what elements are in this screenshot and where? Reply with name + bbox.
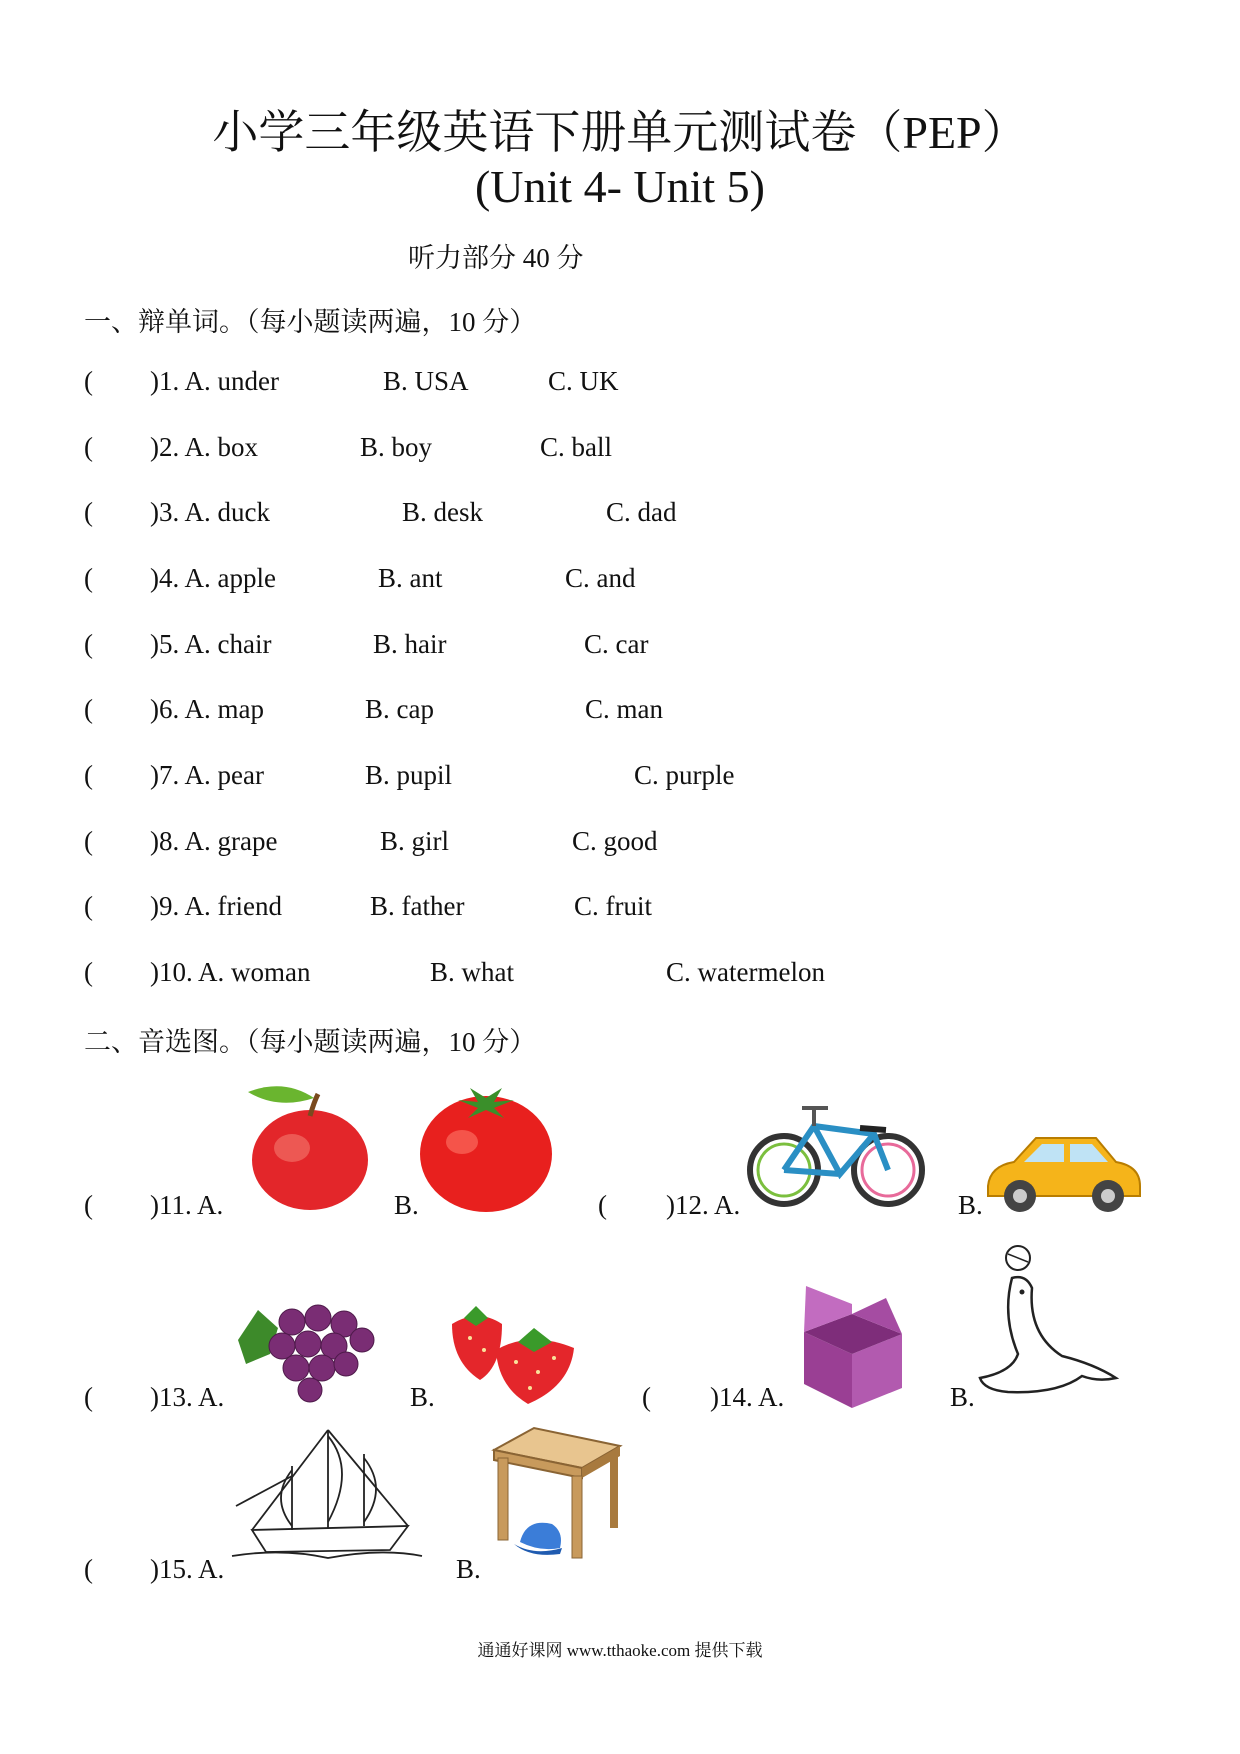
q1-option-b: B. USA bbox=[383, 366, 469, 396]
answer-paren[interactable]: ( bbox=[84, 694, 93, 724]
q7-option-c: C. purple bbox=[634, 760, 735, 790]
q8-option-a: )8. A. grape bbox=[150, 826, 278, 856]
q2-option-b: B. boy bbox=[360, 432, 433, 462]
seal-image[interactable] bbox=[978, 1244, 1124, 1404]
q3-option-c: C. dad bbox=[606, 497, 677, 527]
q9-option-a: )9. A. friend bbox=[150, 891, 282, 921]
q2-option-c: C. ball bbox=[540, 432, 612, 462]
q5-option-b: B. hair bbox=[373, 629, 447, 659]
answer-paren[interactable]: ( bbox=[84, 1382, 93, 1412]
q2-option-a: )2. A. box bbox=[150, 432, 258, 462]
listening-label: 听力部分 40 分 bbox=[408, 243, 584, 273]
q6-option-c: C. man bbox=[585, 694, 663, 724]
answer-paren[interactable]: ( bbox=[642, 1382, 651, 1412]
q13-option-b-label: B. bbox=[410, 1382, 435, 1412]
grapes-image[interactable] bbox=[234, 1300, 378, 1404]
q8-option-c: C. good bbox=[572, 826, 658, 856]
section1-heading: 一、辩单词。（每小题读两遍，10 分） bbox=[84, 307, 537, 337]
desk-with-cap-image[interactable] bbox=[490, 1424, 624, 1560]
section2-heading: 二、音选图。（每小题读两遍，10 分） bbox=[84, 1027, 537, 1057]
answer-paren[interactable]: ( bbox=[84, 366, 93, 396]
answer-paren[interactable]: ( bbox=[84, 432, 93, 462]
q10-option-a: )10. A. woman bbox=[150, 957, 311, 987]
tomato-image[interactable] bbox=[418, 1082, 554, 1214]
q6-option-a: )6. A. map bbox=[150, 694, 264, 724]
sailing-ship-image[interactable] bbox=[232, 1426, 424, 1560]
answer-paren[interactable]: ( bbox=[84, 629, 93, 659]
q11-option-b-label: B. bbox=[394, 1190, 419, 1220]
q4-option-c: C. and bbox=[565, 563, 636, 593]
q13-option-a-label: )13. A. bbox=[150, 1382, 225, 1412]
car-image[interactable] bbox=[984, 1130, 1144, 1216]
answer-paren[interactable]: ( bbox=[84, 826, 93, 856]
answer-paren[interactable]: ( bbox=[598, 1190, 607, 1220]
answer-paren[interactable]: ( bbox=[84, 1190, 93, 1220]
q1-option-a: )1. A. under bbox=[150, 366, 279, 396]
q3-option-a: )3. A. duck bbox=[150, 497, 270, 527]
q15-option-a-label: )15. A. bbox=[150, 1554, 225, 1584]
q15-option-b-label: B. bbox=[456, 1554, 481, 1584]
q10-option-b: B. what bbox=[430, 957, 514, 987]
q4-option-a: )4. A. apple bbox=[150, 563, 276, 593]
q14-option-b-label: B. bbox=[950, 1382, 975, 1412]
q12-option-b-label: B. bbox=[958, 1190, 983, 1220]
q8-option-b: B. girl bbox=[380, 826, 450, 856]
footer-credit: 通通好课网 www.tthaoke.com 提供下载 bbox=[477, 1641, 763, 1660]
answer-paren[interactable]: ( bbox=[84, 891, 93, 921]
answer-paren[interactable]: ( bbox=[84, 563, 93, 593]
q9-option-c: C. fruit bbox=[574, 891, 652, 921]
page-title: 小学三年级英语下册单元测试卷（PEP） bbox=[212, 107, 1028, 158]
q1-option-c: C. UK bbox=[548, 366, 619, 396]
q7-option-a: )7. A. pear bbox=[150, 760, 264, 790]
answer-paren[interactable]: ( bbox=[84, 497, 93, 527]
answer-paren[interactable]: ( bbox=[84, 1554, 93, 1584]
q7-option-b: B. pupil bbox=[365, 760, 453, 790]
q5-option-a: )5. A. chair bbox=[150, 629, 272, 659]
q4-option-b: B. ant bbox=[378, 563, 443, 593]
q14-option-a-label: )14. A. bbox=[710, 1382, 785, 1412]
apple-image[interactable] bbox=[244, 1076, 376, 1214]
q12-option-a-label: )12. A. bbox=[666, 1190, 741, 1220]
q10-option-c: C. watermelon bbox=[666, 957, 825, 987]
page-subtitle: (Unit 4- Unit 5) bbox=[474, 161, 765, 212]
q9-option-b: B. father bbox=[370, 891, 465, 921]
q6-option-b: B. cap bbox=[365, 694, 434, 724]
bicycle-image[interactable] bbox=[744, 1100, 928, 1208]
answer-paren[interactable]: ( bbox=[84, 957, 93, 987]
q5-option-c: C. car bbox=[584, 629, 649, 659]
answer-paren[interactable]: ( bbox=[84, 760, 93, 790]
q3-option-b: B. desk bbox=[402, 497, 483, 527]
strawberries-image[interactable] bbox=[446, 1302, 584, 1406]
q11-option-a-label: )11. A. bbox=[150, 1190, 224, 1220]
box-image[interactable] bbox=[792, 1284, 908, 1410]
